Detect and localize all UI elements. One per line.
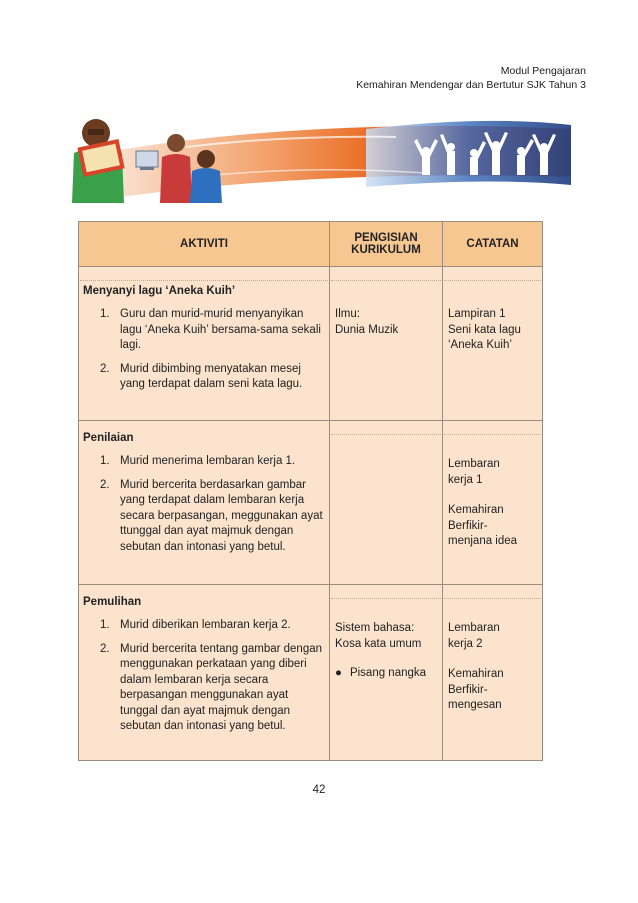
list-item: 1. Murid menerima lembaran kerja 1. — [100, 455, 296, 467]
kurikulum-cell: Sistem bahasa: Kosa kata umum ● Pisang nangka — [330, 585, 443, 761]
module-header — [356, 64, 586, 92]
page-number: 42 — [312, 784, 326, 796]
list-item: 2. Murid bercerita tentang gambar dengan menggunakan perkataan yang diberi dalam lembaran kerja secara berpasangan menggunakan ayat tunggal dan ayat majmuk dengan sebutan dan intonasi yang betul. — [100, 642, 323, 732]
module-subtitle: Kemahiran Mendengar dan Bertutur SJK Tahun 3 — [356, 79, 586, 91]
kurikulum-cell — [330, 421, 443, 585]
list-item: 1. Murid diberikan lembaran kerja 2. — [100, 619, 291, 631]
section-title: Menyanyi lagu ‘Aneka Kuih’ — [83, 285, 236, 297]
header-aktiviti: AKTIVITI — [79, 222, 330, 267]
aktiviti-cell — [79, 421, 330, 585]
aktiviti-cell — [79, 585, 330, 761]
catatan-cell: Lembaran kerja 1 Kemahiran Berfikir- menjana idea — [443, 421, 543, 585]
aktiviti-cell — [79, 267, 330, 421]
catatan-cell: Lampiran 1 Seni kata lagu ‘Aneka Kuih’ — [443, 267, 543, 421]
list-item: 1. Guru dan murid-murid menyanyikan lagu ‘Aneka Kuih’ bersama-sama sekali lagi. — [100, 308, 321, 351]
table-row — [79, 267, 543, 421]
header-pengisian-kurikulum: PENGISIAN KURIKULUM — [330, 222, 443, 267]
kurikulum-cell: Ilmu: Dunia Muzik — [330, 267, 443, 421]
list-item: ● Pisang nangka — [335, 666, 437, 682]
table-row — [79, 585, 543, 761]
banner-illustration — [66, 107, 574, 205]
lesson-table — [78, 221, 543, 761]
list-item: 2. Murid bercerita berdasarkan gambar yang terdapat dalam lembaran kerja secara berpasangan, meggunakan ayat ttunggal dan ayat majmuk dengan sebutan dan intonasi yang betul. — [100, 478, 323, 553]
section-title: Penilaian — [83, 432, 134, 444]
catatan-cell: Lembaran kerja 2 Kemahiran Berfikir- mengesan — [443, 585, 543, 761]
table-row — [79, 421, 543, 585]
section-title: Pemulihan — [83, 596, 142, 608]
module-title: Modul Pengajaran — [500, 65, 586, 77]
bullet-icon: ● — [335, 667, 342, 679]
list-item: 2. Murid dibimbing menyatakan mesej yang terdapat dalam seni kata lagu. — [100, 362, 303, 390]
header-catatan: CATATAN — [443, 222, 543, 267]
